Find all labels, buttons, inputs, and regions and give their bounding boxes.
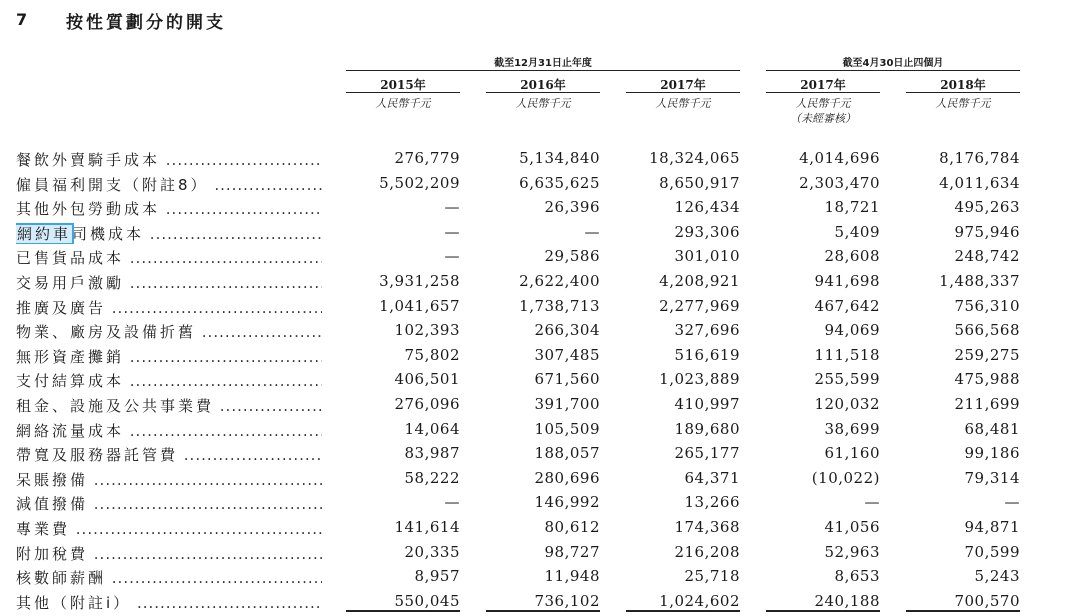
cell-value: 58,222 bbox=[404, 468, 460, 487]
cell-value: 14,064 bbox=[404, 419, 460, 438]
cell-value: — bbox=[444, 493, 460, 512]
cell-value: 566,568 bbox=[954, 321, 1020, 340]
cell-value: 8,957 bbox=[414, 567, 460, 586]
cell-value: 68,481 bbox=[964, 419, 1020, 438]
row-label bbox=[16, 174, 322, 195]
cell-value: 64,371 bbox=[684, 468, 740, 487]
cell-value: 280,696 bbox=[534, 468, 600, 487]
row-label-text: 僱員福利開支（附註8） bbox=[16, 175, 209, 194]
cell-value: 80,612 bbox=[544, 518, 600, 536]
cell-value: 495,263 bbox=[954, 198, 1020, 217]
row-label-text: 專業費 bbox=[16, 520, 71, 538]
row-label bbox=[16, 149, 322, 170]
cell-value: 126,434 bbox=[674, 198, 740, 217]
row-label-text: 附加稅費 bbox=[16, 544, 89, 563]
cell-value: 8,653 bbox=[834, 567, 880, 586]
column-rule-0 bbox=[346, 92, 460, 93]
row-label bbox=[16, 272, 322, 293]
cell-value: 70,599 bbox=[964, 542, 1020, 561]
cell-value: 8,650,917 bbox=[659, 173, 740, 192]
row-label bbox=[16, 370, 322, 391]
table-row bbox=[0, 321, 1080, 345]
cell-value: 83,987 bbox=[404, 444, 460, 463]
cell-value: 141,614 bbox=[394, 518, 460, 536]
table-row bbox=[0, 518, 1080, 542]
row-label-text: 推廣及廣告 bbox=[16, 298, 107, 317]
cell-value: 475,988 bbox=[954, 370, 1020, 389]
cell-value: 4,208,921 bbox=[659, 272, 740, 290]
cell-value: 120,032 bbox=[814, 395, 880, 413]
row-label bbox=[16, 395, 322, 416]
cell-value: 2,622,400 bbox=[519, 272, 600, 290]
row-label bbox=[16, 493, 322, 514]
row-label-text: 減值撥備 bbox=[16, 495, 89, 514]
table-row bbox=[0, 149, 1080, 173]
group-rule-months bbox=[766, 70, 1020, 71]
cell-value: 1,024,602 bbox=[659, 591, 740, 610]
row-label bbox=[16, 198, 322, 219]
row-label bbox=[16, 420, 322, 441]
cell-value: 99,186 bbox=[964, 444, 1020, 463]
cell-value: 516,619 bbox=[674, 345, 740, 364]
row-label bbox=[16, 346, 322, 367]
table-row bbox=[0, 198, 1080, 222]
cell-value: 700,570 bbox=[954, 591, 1020, 610]
row-label-text: 帶寬及服務器託管費 bbox=[16, 446, 179, 465]
row-label-text: 網絡流量成本 bbox=[16, 421, 125, 440]
table-row bbox=[0, 370, 1080, 394]
cell-value: 18,324,065 bbox=[649, 149, 740, 167]
cell-value: 5,502,209 bbox=[379, 173, 460, 192]
column-year-1: 2016年 bbox=[520, 78, 566, 92]
column-unit-4: 人民幣千元 bbox=[935, 97, 991, 110]
cell-value: 18,721 bbox=[824, 198, 880, 217]
cell-value: 265,177 bbox=[674, 444, 740, 463]
cell-value: 8,176,784 bbox=[939, 149, 1020, 167]
column-unit-1: 人民幣千元 bbox=[515, 97, 571, 110]
cell-value: 174,368 bbox=[674, 518, 740, 536]
cell-value: 550,045 bbox=[394, 591, 460, 610]
cell-value: 975,946 bbox=[954, 222, 1020, 241]
row-label-text: 呆賬撥備 bbox=[16, 470, 89, 489]
cell-value: — bbox=[584, 222, 600, 241]
cell-value: 41,056 bbox=[824, 518, 880, 536]
row-label bbox=[16, 444, 322, 465]
cell-value: 5,134,840 bbox=[519, 149, 600, 167]
row-label-text: 餐飲外賣騎手成本 bbox=[16, 151, 161, 169]
cell-value: 467,642 bbox=[814, 296, 880, 315]
cell-value: 11,948 bbox=[544, 567, 600, 586]
table-row bbox=[0, 174, 1080, 198]
column-year-0: 2015年 bbox=[380, 78, 426, 92]
cell-value: 94,871 bbox=[964, 518, 1020, 536]
row-label bbox=[16, 543, 322, 564]
column-rule-1 bbox=[486, 92, 600, 93]
row-label bbox=[16, 247, 322, 268]
table-row bbox=[0, 543, 1080, 567]
cell-value: 79,314 bbox=[964, 468, 1020, 487]
table-row bbox=[0, 395, 1080, 419]
cell-value: 211,699 bbox=[954, 395, 1020, 413]
cell-value: 736,102 bbox=[534, 591, 600, 610]
table-row bbox=[0, 493, 1080, 517]
cell-value: 146,992 bbox=[534, 493, 600, 512]
row-label bbox=[16, 223, 322, 244]
row-label bbox=[16, 469, 322, 490]
cell-value: 240,188 bbox=[814, 591, 880, 610]
row-label bbox=[16, 567, 322, 588]
cell-value: 301,010 bbox=[674, 247, 740, 266]
table-row bbox=[0, 469, 1080, 493]
cell-value: 255,599 bbox=[814, 370, 880, 389]
column-rule-2 bbox=[626, 92, 740, 93]
cell-value: 327,696 bbox=[674, 321, 740, 340]
column-unit-2: 人民幣千元 bbox=[655, 97, 711, 110]
group-header-months: 截至4月30日止四個月 bbox=[842, 58, 944, 69]
cell-value: 941,698 bbox=[814, 272, 880, 290]
cell-value: 756,310 bbox=[954, 296, 1020, 315]
cell-value: 4,011,634 bbox=[939, 173, 1020, 192]
cell-value: 189,680 bbox=[674, 419, 740, 438]
cell-value: 111,518 bbox=[814, 345, 880, 364]
cell-value: 25,718 bbox=[684, 567, 740, 586]
cell-value: — bbox=[444, 198, 460, 217]
cell-value: 248,742 bbox=[954, 247, 1020, 266]
cell-value: 276,096 bbox=[394, 395, 460, 413]
table-row bbox=[0, 272, 1080, 296]
cell-value: 75,802 bbox=[404, 345, 460, 364]
table-row bbox=[0, 247, 1080, 271]
cell-value: 28,608 bbox=[824, 247, 880, 266]
highlighted-term[interactable]: 網約車 bbox=[17, 224, 72, 243]
cell-value: 259,275 bbox=[954, 345, 1020, 364]
cell-value: 266,304 bbox=[534, 321, 600, 340]
table-row bbox=[0, 297, 1080, 321]
cell-value: 20,335 bbox=[404, 542, 460, 561]
cell-value: 276,779 bbox=[394, 149, 460, 167]
group-rule-year bbox=[346, 70, 740, 71]
section-number: 7 bbox=[16, 10, 28, 29]
cell-value: — bbox=[1004, 493, 1020, 512]
row-label bbox=[16, 518, 322, 539]
table-row bbox=[0, 420, 1080, 444]
row-label-text: 物業、廠房及設備折舊 bbox=[16, 323, 197, 342]
cell-value: 6,635,625 bbox=[519, 173, 600, 192]
cell-value: 5,409 bbox=[834, 222, 880, 241]
cell-value: 5,243 bbox=[974, 567, 1020, 586]
row-label-text: 已售貨品成本 bbox=[16, 249, 125, 268]
cell-value: 38,699 bbox=[824, 419, 880, 438]
column-rule-3 bbox=[766, 92, 880, 93]
cell-value: 13,266 bbox=[684, 493, 740, 512]
column-unit-3: 人民幣千元 （未經審核） bbox=[790, 97, 856, 125]
table-row bbox=[0, 567, 1080, 591]
cell-value: 61,160 bbox=[824, 444, 880, 463]
cell-value: 98,727 bbox=[544, 542, 600, 561]
cell-value: 26,396 bbox=[544, 198, 600, 217]
table-row bbox=[0, 223, 1080, 247]
row-label-text: 租金、設施及公共事業費 bbox=[16, 397, 215, 415]
cell-value: (10,022) bbox=[811, 468, 880, 487]
cell-value: 391,700 bbox=[534, 395, 600, 413]
cell-value: — bbox=[444, 222, 460, 241]
cell-value: 1,738,713 bbox=[519, 296, 600, 315]
column-rule-4 bbox=[906, 92, 1020, 93]
cell-value: 1,023,889 bbox=[659, 370, 740, 389]
cell-value: 293,306 bbox=[674, 222, 740, 241]
cell-value: 3,931,258 bbox=[379, 272, 460, 290]
row-label-text: 無形資產攤銷 bbox=[16, 347, 125, 366]
group-header-year: 截至12月31日止年度 bbox=[494, 58, 592, 69]
table-row bbox=[0, 444, 1080, 468]
table-row bbox=[0, 346, 1080, 370]
row-label bbox=[16, 321, 322, 342]
cell-value: 410,997 bbox=[674, 395, 740, 413]
cell-value: 2,303,470 bbox=[799, 173, 880, 192]
cell-value: 94,069 bbox=[824, 321, 880, 340]
row-label-text: 司機成本 bbox=[72, 224, 145, 243]
cell-value: 406,501 bbox=[394, 370, 460, 389]
cell-value: 29,586 bbox=[544, 247, 600, 266]
cell-value: 216,208 bbox=[674, 542, 740, 561]
section-title: 按性質劃分的開支 bbox=[66, 13, 226, 33]
cell-value: 1,488,337 bbox=[939, 272, 1020, 290]
cell-value: 671,560 bbox=[534, 370, 600, 389]
cell-value: 4,014,696 bbox=[799, 149, 880, 167]
cell-value: 188,057 bbox=[534, 444, 600, 463]
row-label-text: 其他外包勞動成本 bbox=[16, 200, 161, 219]
row-label-text: 其他（附註i） bbox=[16, 593, 132, 612]
row-label-text: 支付結算成本 bbox=[16, 372, 125, 391]
cell-value: 2,277,969 bbox=[659, 296, 740, 315]
cell-value: 307,485 bbox=[534, 345, 600, 364]
row-label bbox=[16, 297, 322, 318]
column-year-3: 2017年 bbox=[800, 78, 846, 92]
row-label-text: 交易用戶激勵 bbox=[16, 274, 125, 292]
column-year-4: 2018年 bbox=[940, 78, 986, 92]
column-year-2: 2017年 bbox=[660, 78, 706, 92]
column-unit-0: 人民幣千元 bbox=[375, 97, 431, 110]
cell-value: — bbox=[864, 493, 880, 512]
cell-value: 52,963 bbox=[824, 542, 880, 561]
cell-value: 1,041,657 bbox=[379, 296, 460, 315]
cell-value: 105,509 bbox=[534, 419, 600, 438]
cell-value: — bbox=[444, 247, 460, 266]
cell-value: 102,393 bbox=[394, 321, 460, 340]
table-row bbox=[0, 592, 1080, 616]
row-label-text: 核數師薪酬 bbox=[16, 569, 107, 588]
row-label bbox=[16, 592, 322, 613]
